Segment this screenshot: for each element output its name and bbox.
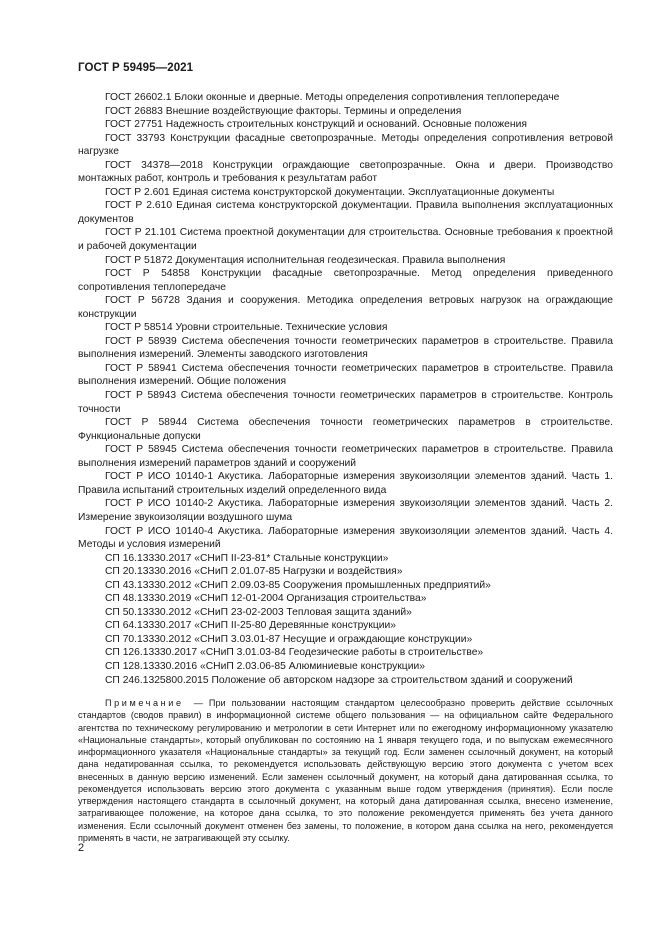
reference-item: СП 50.13330.2012 «СНиП 23-02-2003 Тепловая защита зданий» bbox=[105, 606, 412, 618]
note-label: Примечание bbox=[105, 698, 184, 709]
reference-item: ГОСТ Р 58941 Система обеспечения точности геометрических параметров в строительстве. Правила выполнения измерений. Общие положения bbox=[78, 362, 613, 388]
reference-item: СП 48.13330.2019 «СНиП 12-01-2004 Организация строительства» bbox=[105, 593, 427, 605]
reference-item: ГОСТ Р 2.601 Единая система конструкторской документации. Эксплуатационные документы bbox=[105, 186, 555, 198]
references-list bbox=[78, 91, 613, 844]
reference-item: ГОСТ 26602.1 Блоки оконные и дверные. Методы определения сопротивления теплопередаче bbox=[105, 92, 560, 103]
reference-item: ГОСТ Р ИСО 10140-1 Акустика. Лабораторные измерения звукоизоляции элементов зданий. Часть 1. Правила испытаний строительных изделий определенного вида bbox=[78, 471, 613, 496]
reference-item: ГОСТ Р 21.101 Система проектной документации для строительства. Основные требования к проектной и рабочей документации bbox=[78, 227, 613, 253]
reference-item: ГОСТ 33793 Конструкции фасадные светопрозрачные. Методы определения сопротивления ветровой нагрузке bbox=[78, 132, 613, 158]
reference-item: ГОСТ 34378—2018 Конструкции ограждающие светопрозрачные. Окна и двери. Производство монтажных работ, контроль и требования к результатам работ bbox=[78, 159, 613, 185]
reference-item: ГОСТ 26883 Внешние воздействующие факторы. Термины и определения bbox=[105, 105, 462, 117]
reference-item: СП 126.13330.2017 «СНиП 3.01.03-84 Геодезические работы в строительстве» bbox=[105, 647, 484, 659]
reference-item: СП 43.13330.2012 «СНиП 2.09.03-85 Сооружения промышленных предприятий» bbox=[105, 579, 491, 591]
reference-item: ГОСТ 27751 Надежность строительных конструкций и оснований. Основные положения bbox=[105, 119, 527, 131]
reference-item: ГОСТ Р 51872 Документация исполнительная геодезическая. Правила выполнения bbox=[105, 254, 506, 266]
page-number: 2 bbox=[78, 842, 85, 854]
reference-item: ГОСТ Р ИСО 10140-2 Акустика. Лабораторные измерения звукоизоляции элементов зданий. Часть 2. Измерение звукоизоляции воздушного шума bbox=[78, 498, 613, 523]
reference-item: ГОСТ Р 58514 Уровни строительные. Технические условия bbox=[105, 322, 388, 334]
reference-item: ГОСТ Р 56728 Здания и сооружения. Методика определения ветровых нагрузок на ограждающие конструкции bbox=[78, 295, 613, 320]
reference-item: ГОСТ Р ИСО 10140-4 Акустика. Лабораторные измерения звукоизоляции элементов зданий. Часть 4. Методы и условия измерений bbox=[78, 525, 613, 551]
reference-item: ГОСТ Р 58945 Система обеспечения точности геометрических параметров в строительстве. Правила выполнения измерений параметров зданий и сооружений bbox=[78, 444, 613, 469]
page-header-standard-id: ГОСТ Р 59495—2021 bbox=[78, 62, 194, 74]
note-paragraph bbox=[78, 697, 613, 844]
reference-item: СП 70.13330.2012 «СНиП 3.03.01-87 Несущие и ограждающие конструкции» bbox=[105, 633, 473, 645]
reference-item: СП 20.13330.2016 «СНиП 2.01.07-85 Нагрузки и воздействия» bbox=[105, 566, 403, 578]
reference-item: СП 128.13330.2016 «СНиП 2.03.06-85 Алюминиевые конструкции» bbox=[105, 660, 425, 672]
reference-item: СП 246.1325800.2015 Положение об авторском надзоре за строительством зданий и сооружений bbox=[105, 674, 573, 686]
reference-item: ГОСТ Р 58944 Система обеспечения точности геометрических параметров в строительстве. Функциональные допуски bbox=[78, 417, 613, 442]
reference-item: ГОСТ Р 58939 Система обеспечения точности геометрических параметров в строительстве. Правила выполнения измерений. Элементы заводского изготовления bbox=[78, 335, 613, 361]
reference-item: ГОСТ Р 2.610 Единая система конструкторской документации. Правила выполнения эксплуатационных документов bbox=[78, 200, 613, 225]
reference-item: ГОСТ Р 54858 Конструкции фасадные светопрозрачные. Метод определения приведенного сопротивления теплопередаче bbox=[78, 268, 613, 293]
reference-item: СП 64.13330.2017 «СНиП II-25-80 Деревянные конструкции» bbox=[105, 620, 396, 632]
reference-item: ГОСТ Р 58943 Система обеспечения точности геометрических параметров в строительстве. Контроль точности bbox=[78, 390, 613, 415]
reference-item: СП 16.13330.2017 «СНиП II-23-81* Стальные конструкции» bbox=[105, 552, 389, 564]
note-text: — При пользовании настоящим стандартом целесообразно проверить действие ссылочных стандартов (сводов правил) в информационной системе общего пользования — на официальном сайте Федерального агентства по техническому регулированию и метрологии в сети Интернет или по ежегодному информационному указателю «Национальные стандарты», который опубликован по состоянию на 1 января текущего года, и по выпускам ежемесячного информационного указателя «Национальные стандарты» за текущий год. Если заменен ссылочный документ, на который дана недатированная ссылка, то рекомендуется использовать действующую версию этого документа с учетом всех внесенных в данную версию изменений. Если заменен ссылочный документ, на который дана датированная ссылка, то рекомендуется использовать версию этого документа с указанным выше годом утверждения (принятия). Если после утверждения настоящего стандарта в ссылочный документ, на который дана датированная ссылка, внесено изменение, затрагивающее положение, на которое дана ссылка, то это положение рекомендуется применять без учета данного изменения. Если ссылочный документ отменен без замены, то положение, в котором дана ссылка на него, рекомендуется применять в части, не затрагивающей эту ссылку. bbox=[78, 698, 614, 843]
